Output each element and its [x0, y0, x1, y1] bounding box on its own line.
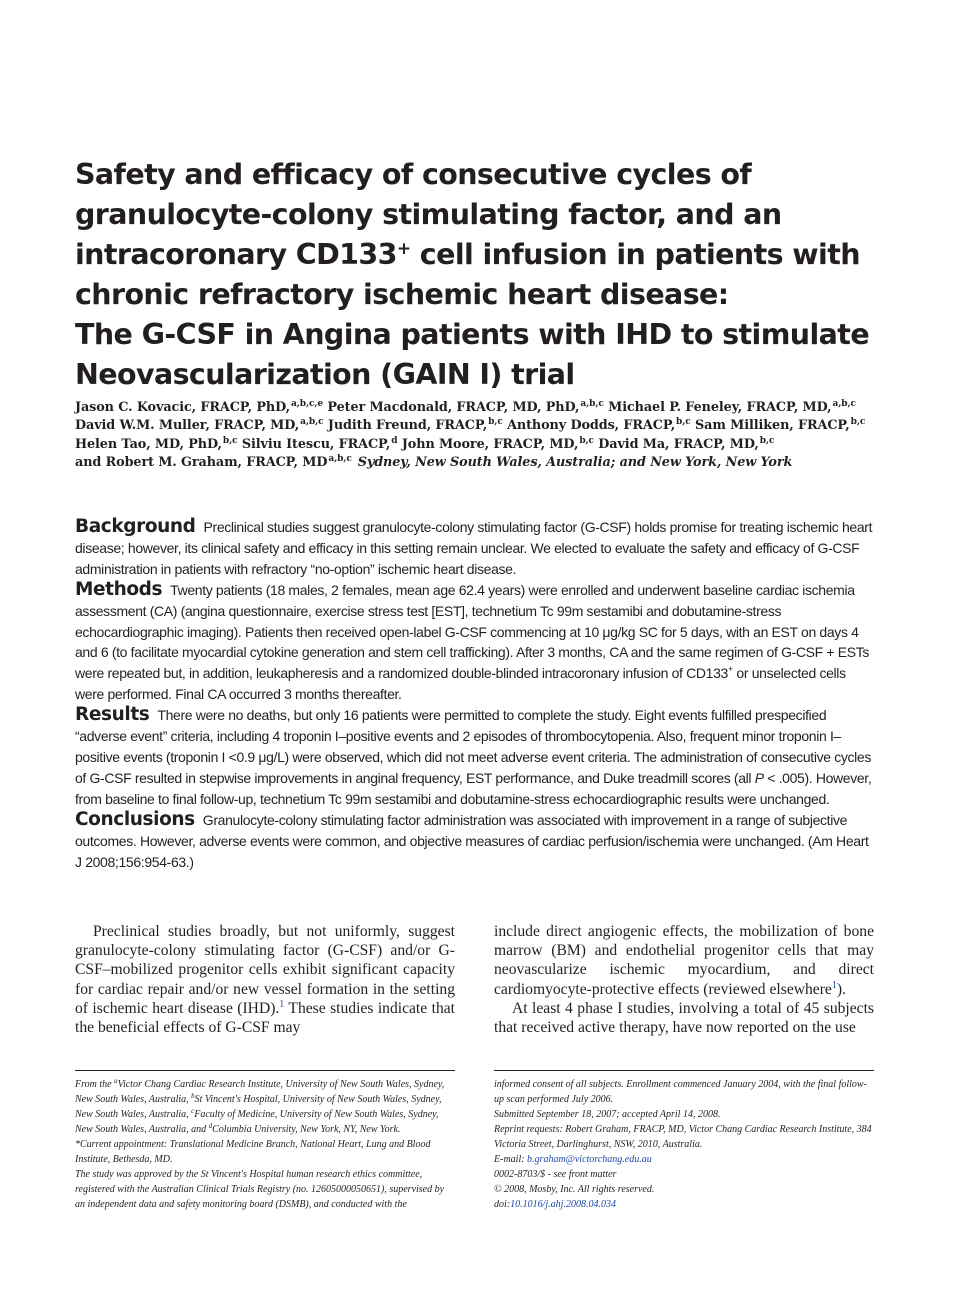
body-paragraph: Preclinical studies broadly, but not uniformly, suggest granulocyte-colony stimulating factor (G-CSF) and/or G-CSF–mobilized progenitor cells exhibit significant capacity for cardiac repair and/or new vessel formation in the setting of ischemic heart disease (IHD).$^1$ These studies indicate that the beneficial effects of G-CSF may	[75, 923, 455, 1037]
affiliation-marker: b,c	[488, 417, 503, 428]
abstract	[75, 517, 877, 872]
footnote-divider	[494, 1070, 874, 1071]
section-text: Granulocyte-colony stimulating factor administration was associated with improvement in a range of subjective outcomes. However, adverse events were common, and objective measures of cardiac perfusion/ischemia were unchanged. (Am Heart J 2008;156:954-63.)	[75, 811, 869, 870]
affiliation-marker: b,c	[850, 417, 866, 428]
affiliation-marker: d	[391, 435, 398, 446]
doi-line: doi:10.1016/j.ahj.2008.04.034	[494, 1199, 616, 1210]
affiliation-marker: a,b,c	[580, 399, 604, 409]
section-text: There were no deaths, but only 16 patients were permitted to complete the study. Eight events fulfilled prespecified “adverse event” criteria, including 4 troponin I–positive events and 2 episodes of thrombocytopenia. Also, frequent minor troponin I–positive events (troponin I <0.9 μg/L) were observed, which did not meet adverse event criteria. The administration of consecutive cycles of G-CSF resulted in stepwise improvements in anginal frequency, EST performance, and Duke treadmill scores (all	[75, 707, 872, 786]
abstract-background	[75, 517, 877, 580]
section-text: Twenty patients (18 males, 2 females, mean age 62.4 years) were enrolled and underwent baseline cardiac ischemia assessment (CA) (angina questionnaire, exercise stress test [EST], technetium Tc 99m sestamibi and dobutamine-stress echocardiographic imaging). Patients then received open-label G-CSF commencing at 10 μg/kg SC for 5 days, with an EST on days 4 and 6 (to facilitate myocardial cytokine generation and stem cell trafficking). After 3 months, CA and the same regimen of G-CSF + ESTs were repeated but, in addition, leukapheresis and a randomized double-blinded intracoronary infusion of CD133	[75, 581, 870, 682]
author: David W.M. Muller, FRACP, MD,	[75, 418, 300, 434]
affiliation-marker: a,b,c	[300, 417, 324, 428]
author-line	[75, 436, 885, 454]
author-line	[75, 417, 885, 435]
abstract-methods: Methods Twenty patients (18 males, 2 females, mean age 62.4 years) were enrolled and underwent baseline cardiac ischemia assessment (CA) (angina questionnaire, exercise stress test [EST], technetium Tc 99m sestamibi and dobutamine-stress echocardiographic imaging). Patients then received open-label G-CSF commencing at 10 μg/kg SC for 5 days, with an EST on days 4 and 6 (to facilitate myocardial cytokine generation and stem cell trafficking). After 3 months, CA and the same regimen of G-CSF + ESTs were repeated but, in addition, leukapheresis and a randomized double-blinded intracoronary infusion of CD133+ or unselected cells were performed. Final CA occurred 3 months thereafter.	[75, 578, 870, 703]
citation-link[interactable]: 1	[279, 998, 285, 1010]
title-line: The G-CSF in Angina patients with IHD to stimulate	[75, 318, 870, 351]
author: Peter Macdonald, FRACP, MD, PhD,	[327, 400, 580, 415]
email-line: E-mail: b.graham@victorchang.edu.au	[494, 1154, 652, 1165]
issn-line: 0002-8703/$ - see front matter	[494, 1169, 617, 1180]
affiliations-note: From the $^a$Victor Chang Cardiac Research Institute, University of New South Wales, Sydney, New South Wales, Australia, $^b$St Vincent's Hospital, University of New South Wales, Sydney, New South Wales, Australia, $^c$Faculty of Medicine, University of New South Wales, Sydney, New South Wales, Australia, and $^d$Columbia University, New York, NY, New York.	[75, 1077, 445, 1135]
affiliation-marker: b,c	[676, 417, 691, 428]
author: Helen Tao, MD, PhD,	[75, 436, 222, 452]
submission-dates: Submitted September 18, 2007; accepted April 14, 2008.	[494, 1109, 721, 1120]
approval-note: The study was approved by the St Vincent's Hospital human research ethics committee, registered with the Australian Clinical Trials Registry (no. 12605000050651), supervised by an independent data and safety monitoring board (DSMB), and conducted with the	[75, 1169, 445, 1210]
title-line: chronic refractory ischemic heart disease:	[75, 278, 729, 311]
article-title	[75, 155, 905, 395]
author: John Moore, FRACP, MD,	[401, 436, 579, 452]
author: Sam Milliken, FRACP,	[695, 418, 850, 434]
section-text: Preclinical studies suggest granulocyte-colony stimulating factor (G-CSF) holds promise for treating ischemic heart disease; however, its clinical safety and efficacy in this setting remain unclear. We elected to evaluate the safety and efficacy of G-CSF administration in patients with refractory “no-option” ischemic heart disease.	[75, 519, 873, 577]
title-line: granulocyte-colony stimulating factor, and an	[75, 198, 782, 231]
title-line: intracoronary CD133+ cell infusion in patients with	[75, 238, 860, 271]
abstract-results: Results There were no deaths, but only 16 patients were permitted to complete the study. Eight events fulfilled prespecified “adverse event” criteria, including 4 troponin I–positive events and 2 episodes of thrombocytopenia. Also, frequent minor troponin I–positive events (troponin I <0.9 μg/L) were observed, which did not meet adverse event criteria. The administration of consecutive cycles of G-CSF resulted in stepwise improvements in anginal frequency, EST performance, and Duke treadmill scores (all P < .005). However, from baseline to final follow-up, technetium Tc 99m sestamibi and dobutamine-stress echocardiographic results were unchanged.	[75, 704, 872, 807]
section-heading: Methods	[75, 578, 163, 600]
email-link[interactable]: b.graham@victorchang.edu.au	[527, 1154, 652, 1165]
author: Silviu Itescu, FRACP,	[241, 436, 391, 452]
affiliation-marker: b,c	[579, 435, 594, 446]
body-column-right	[494, 922, 874, 1037]
consent-note: informed consent of all subjects. Enrollment commenced January 2004, with the final follow-up scan performed July 2006.	[494, 1079, 867, 1105]
affiliation-marker: a,b,c	[328, 453, 352, 464]
abstract-conclusions	[75, 810, 877, 873]
author: and Robert M. Graham, FRACP, MD	[75, 454, 328, 470]
author-line	[75, 454, 885, 472]
affiliation-marker: b,c	[222, 435, 238, 446]
section-heading: Conclusions	[75, 808, 195, 830]
footnotes-left	[75, 1077, 455, 1212]
footnotes-right	[494, 1077, 874, 1212]
title-line: Safety and efficacy of consecutive cycles of	[75, 158, 752, 191]
doi-link[interactable]: 10.1016/j.ahj.2008.04.034	[510, 1199, 616, 1210]
author: Judith Freund, FRACP,	[327, 418, 488, 434]
author: Jason C. Kovacic, FRACP, PhD,	[75, 400, 291, 415]
author: Michael P. Feneley, FRACP, MD,	[608, 400, 832, 415]
affiliation-marker: a,b,c,e	[291, 399, 324, 409]
author-line	[75, 399, 885, 417]
author: David Ma, FRACP, MD,	[598, 436, 759, 452]
footnote-divider	[75, 1070, 455, 1071]
affiliation-marker: a,b,c	[832, 399, 856, 409]
current-appointment-note: *Current appointment: Translational Medicine Branch, National Heart, Lung and Blood Institute, Bethesda, MD.	[75, 1139, 431, 1165]
title-line: Neovascularization (GAIN I) trial	[75, 358, 575, 391]
author: Anthony Dodds, FRACP,	[507, 418, 676, 434]
section-text: < .005). However, from baseline to final follow-up, technetium Tc 99m sestamibi and dobutamine-stress echocardiographic results were unchanged.	[75, 769, 872, 807]
reprint-requests: Reprint requests: Robert Graham, FRACP, MD, Victor Chang Cardiac Research Institute, 384 Victoria Street, Darlinghurst, NSW, 2010, Australia.	[494, 1124, 872, 1150]
section-heading: Background	[75, 516, 196, 537]
body-paragraph: include direct angiogenic effects, the mobilization of bone marrow (BM) and endothelial progenitor cells that may neovascularize ischemic myocardium, and direct cardiomyocyte-protective effects (reviewed elsewhere$^1$).	[494, 923, 874, 998]
affiliation-marker: b,c	[759, 435, 775, 446]
section-text: or unselected cells were performed. Final CA occurred 3 months thereafter.	[75, 665, 846, 703]
copyright-line: © 2008, Mosby, Inc. All rights reserved.	[494, 1184, 655, 1195]
author-location: Sydney, New South Wales, Australia; and New York, New York	[357, 454, 793, 470]
body-column-left	[75, 922, 455, 1037]
author-list	[75, 399, 885, 472]
section-heading: Results	[75, 704, 150, 726]
body-paragraph: At least 4 phase I studies, involving a total of 45 subjects that received active therapy, have now reported on the use	[494, 999, 874, 1037]
citation-link[interactable]: 1	[831, 979, 837, 991]
